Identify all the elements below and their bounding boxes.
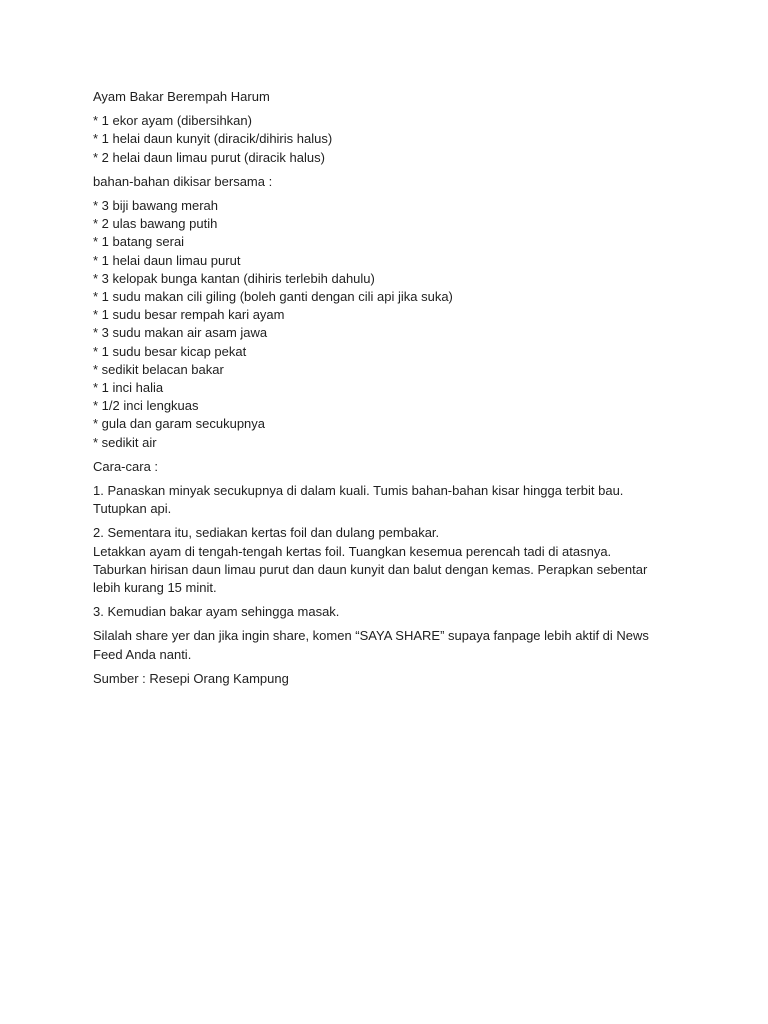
- list-item: * sedikit air: [93, 434, 157, 450]
- list-item: * 1 inci halia: [93, 380, 164, 396]
- list-item: * 1 sudu makan cili giling (boleh ganti dengan cili api jika suka): [93, 289, 453, 305]
- list-item: * 1 sudu besar kicap pekat: [93, 343, 247, 359]
- list-item: * 2 helai daun limau purut (diracik halus): [93, 149, 325, 165]
- source-credit: Sumber : Resepi Orang Kampung: [93, 670, 289, 686]
- list-item: * 3 kelopak bunga kantan (dihiris terlebih dahulu): [93, 270, 375, 286]
- step-2-line: Taburkan hirisan daun limau purut dan daun kunyit dan balut dengan kemas. Perapkan sebentar lebih kurang 15 minit.: [93, 561, 651, 596]
- list-item: * 1 sudu besar rempah kari ayam: [93, 307, 285, 323]
- main-ingredients-list: [93, 112, 678, 167]
- list-item: * 1 helai daun kunyit (diracik/dihiris halus): [93, 131, 333, 147]
- list-item: * 2 ulas bawang putih: [93, 216, 218, 232]
- method-heading: Cara-cara :: [93, 458, 159, 474]
- step-2-line: Letakkan ayam di tengah-tengah kertas foil. Tuangkan kesemua perencah tadi di atasnya.: [93, 543, 612, 559]
- list-item: * 3 sudu makan air asam jawa: [93, 325, 268, 341]
- blend-ingredients-list: [93, 197, 678, 452]
- list-item: * 1 ekor ayam (dibersihkan): [93, 113, 252, 129]
- list-item: * 1/2 inci lengkuas: [93, 398, 199, 414]
- list-item: * 1 batang serai: [93, 234, 185, 250]
- method-step-2: [93, 524, 678, 597]
- list-item: * gula dan garam secukupnya: [93, 416, 266, 432]
- list-item: * 1 helai daun limau purut: [93, 252, 241, 268]
- list-item: * 3 biji bawang merah: [93, 198, 219, 214]
- recipe-title: Ayam Bakar Berempah Harum: [93, 89, 270, 104]
- blend-heading: bahan-bahan dikisar bersama :: [93, 173, 273, 189]
- method-step-1: 1. Panaskan minyak secukupnya di dalam kuali. Tumis bahan-bahan kisar hingga terbit bau. Tutupkan api.: [93, 483, 624, 517]
- method-step-3: 3. Kemudian bakar ayam sehingga masak.: [93, 604, 340, 620]
- share-note: Silalah share yer dan jika ingin share, komen “SAYA SHARE” supaya fanpage lebih aktif di News Feed Anda nanti.: [93, 628, 649, 662]
- list-item: * sedikit belacan bakar: [93, 361, 224, 377]
- step-2-line: 2. Sementara itu, sediakan kertas foil dan dulang pembakar.: [93, 525, 440, 541]
